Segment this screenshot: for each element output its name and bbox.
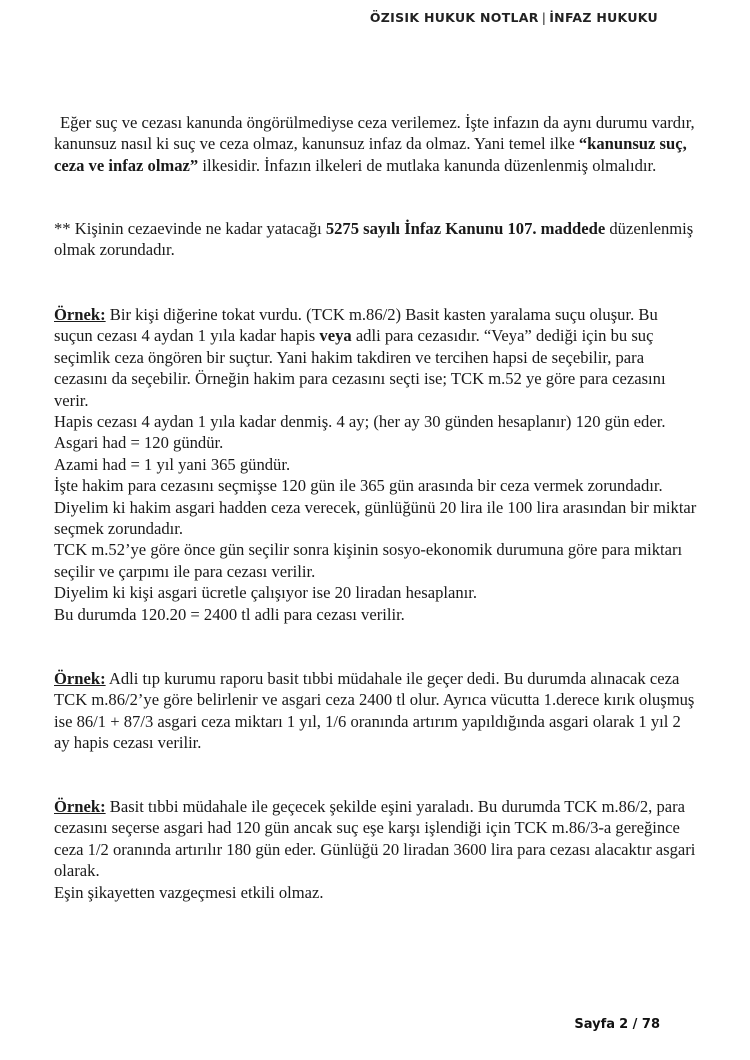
paragraph-note [54,218,700,261]
example-1-line-7: Bu durumda 120.20 = 2400 tl adli para cezası verilir. [54,604,405,624]
page-number: 2 / 78 [619,1017,660,1032]
example-1-line-5: TCK m.52’ye göre önce gün seçilir sonra kişinin sosyo-ekonomik durumuna göre para miktarı seçilir ve çarpımı ile para cezası verilir. [54,540,683,581]
paragraph-example-2 [54,668,700,754]
paragraph-example-1 [54,304,700,625]
header-subtitle: İNFAZ HUKUKU [549,10,658,25]
note-law-reference: 5275 sayılı İnfaz Kanunu 107. maddede [325,219,606,238]
note-text-1: ** Kişinin cezaevinde ne kadar yatacağı [54,219,326,238]
page-header [370,10,658,25]
header-separator: | [541,10,547,25]
intro-text-1: Eğer suç ve cezası kanunda öngörülmediyse ceza verilemez. İşte infazın da aynı durumu vardır, kanunsuz nasıl ki suç ve ceza olmaz, kanunsuz infaz da olmaz. Yani temel ilke [54,113,695,154]
page-footer [574,1017,660,1032]
example-1-text-b: adli para cezasıdır. “Veya” dediği için bu suç seçimlik ceza öngören bir suçtur. Yani hakim takdiren ve tercihen hapsi de seçebilir, para cezasını da seçebilir. Örneğin hakim para cezasını seçti ise; TCK m.52 ye göre para cezasını verir. [54,326,666,410]
example-2-text: Adli tıp kurumu raporu basit tıbbi müdahale ile geçer dedi. Bu durumda alınacak ceza TCK m.86/2’ye göre belirlenir ve asgari ceza 2400 tl olur. Ayrıca vücutta 1.derece kırık oluşmuş ise 86/1 + 87/3 asgari ceza miktarı 1 yıl, 1/6 oranında artırım yapıldığında asgari olarak 1 yıl 2 ay hapis cezası verilir. [54,669,695,753]
example-1-line-4: İşte hakim para cezasını seçmişse 120 gün ile 365 gün arasında bir ceza vermek zorundadır. Diyelim ki hakim asgari hadden ceza verecek, günlüğünü 20 lira ile 100 lira arasından bir miktar seçmek zorundadır. [54,476,697,539]
intro-principle: “kanunsuz suç, ceza ve infaz olmaz” [54,134,687,175]
paragraph-intro [54,112,700,176]
example-label: Örnek: [54,305,106,324]
example-label: Örnek: [54,669,106,688]
page-label: Sayfa [574,1017,616,1032]
header-title: ÖZISIK HUKUK NOTLAR [369,10,539,25]
example-label: Örnek: [54,797,106,816]
example-3-line-2: Eşin şikayetten vazgeçmesi etkili olmaz. [54,882,324,902]
example-1-line-6: Diyelim ki kişi asgari ücretle çalışıyor ise 20 liradan hesaplanır. [54,583,478,603]
example-1-line-3: Azami had = 1 yıl yani 365 gündür. [54,454,291,474]
example-1-line-2: Hapis cezası 4 aydan 1 yıla kadar denmiş. 4 ay; (her ay 30 günden hesaplanır) 120 gün eder. Asgari had = 120 gündür. [54,412,666,453]
example-1-veya: veya [319,326,352,346]
intro-text-2: ilkesidir. İnfazın ilkeleri de mutlaka kanunda düzenlenmiş olmalıdır. [198,155,657,175]
note-text-2: düzenlenmiş olmak zorundadır. [54,219,694,260]
paragraph-example-3 [54,796,700,903]
example-1-text-a: Bir kişi diğerine tokat vurdu. (TCK m.86/2) Basit kasten yaralama suçu oluşur. Bu suçun cezası 4 aydan 1 yıla kadar hapis [54,305,658,346]
example-3-text: Basit tıbbi müdahale ile geçecek şekilde eşini yaraladı. Bu durumda TCK m.86/2, para cezasını seçerse asgari had 120 gün ancak suç eşe karşı işlendiği için TCK m.86/3-a gereğince ceza 1/2 oranında artırılır 180 gün eder. Günlüğü 20 liradan 3600 lira para cezası alacaktır asgari olarak. [54,797,696,881]
